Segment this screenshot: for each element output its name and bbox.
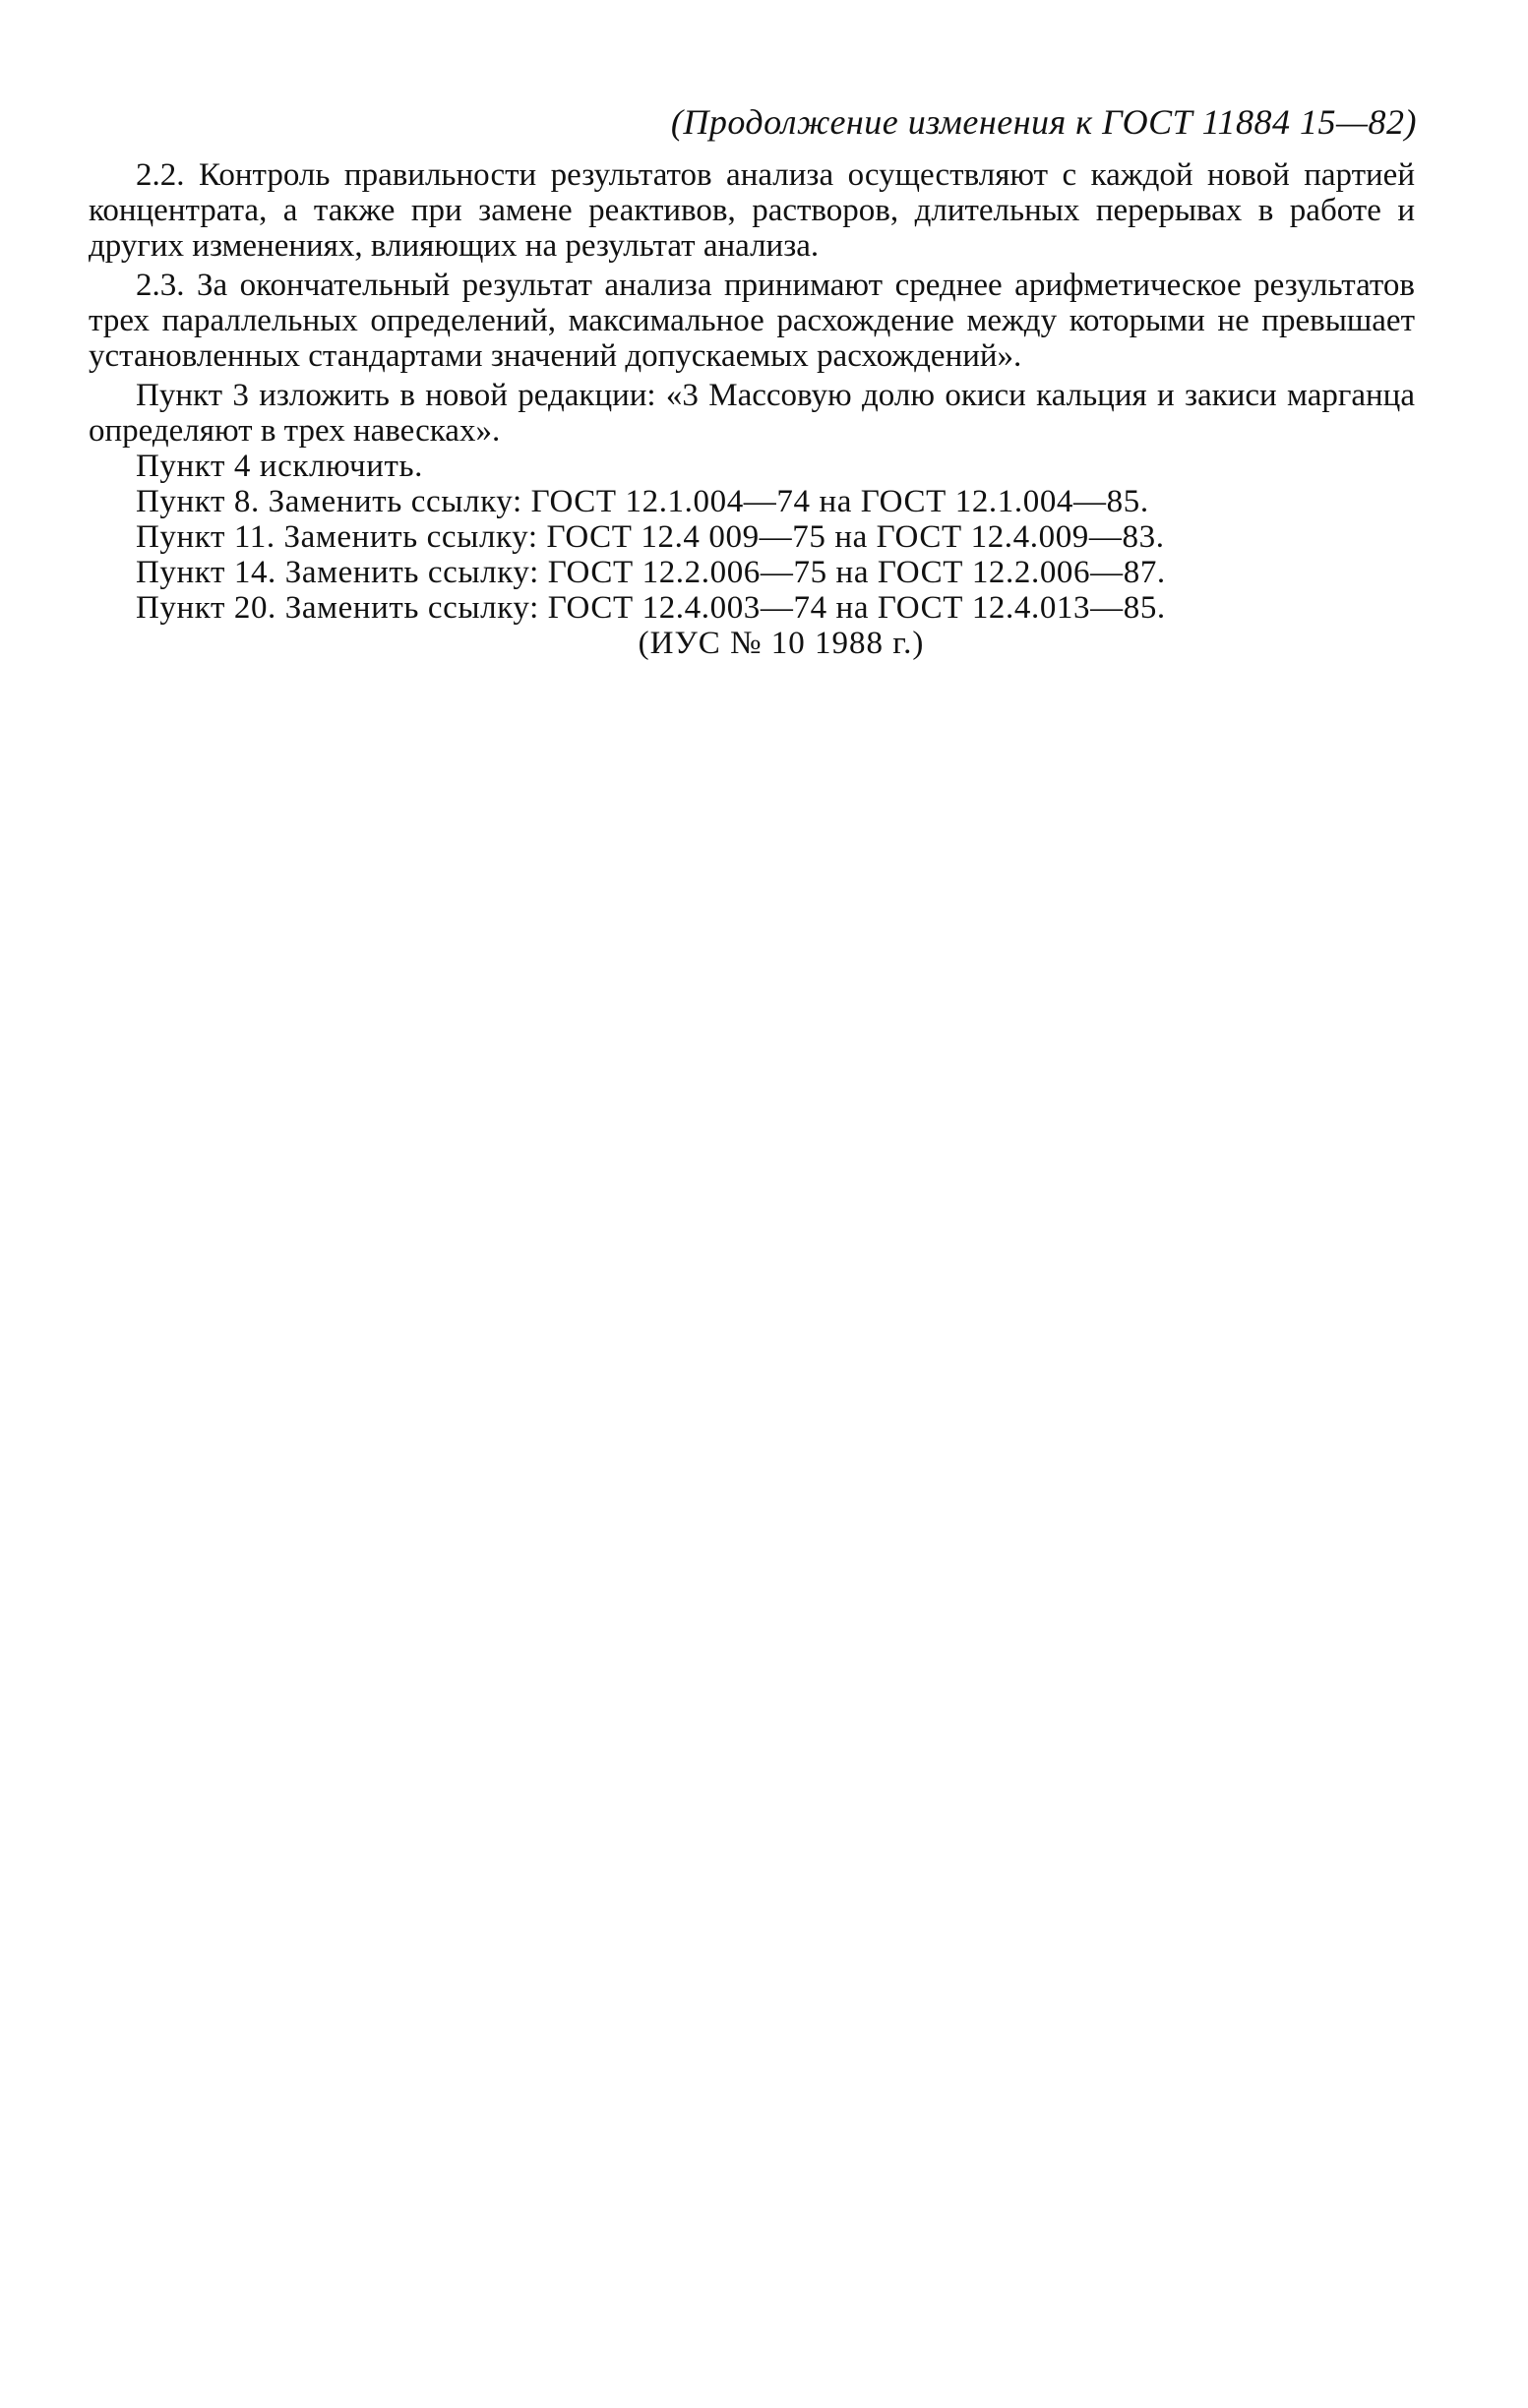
paragraph-2-3: 2.3. За окончательный результат анализа принимают среднее арифметическое результатов трех параллельных определений, максимальное расхождение между которыми не превышает установленных стандартами значений допускаемых расхождений».: [89, 268, 1415, 374]
item-4: Пункт 4 исключить.: [136, 449, 423, 484]
amendment-body: [89, 157, 1415, 661]
paragraph-2-2: 2.2. Контроль правильности результатов анализа осуществляют с каждой новой партией концентрата, а также при замене реактивов, растворов, длительных перерывах в работе и других изменениях, влияющих на результат анализа.: [89, 157, 1415, 264]
item-11: Пункт 11. Заменить ссылку: ГОСТ 12.4 009—75 на ГОСТ 12.4.009—83.: [136, 519, 1165, 555]
source-reference: (ИУС № 10 1988 г.): [638, 626, 925, 661]
continuation-header: (Продолжение изменения к ГОСТ 11884 15—82): [670, 102, 1417, 142]
item-14: Пункт 14. Заменить ссылку: ГОСТ 12.2.006—75 на ГОСТ 12.2.006—87.: [136, 555, 1166, 590]
item-8: Пункт 8. Заменить ссылку: ГОСТ 12.1.004—74 на ГОСТ 12.1.004—85.: [136, 484, 1149, 519]
paragraph-item-3: Пункт 3 изложить в новой редакции: «3 Массовую долю окиси кальция и закиси марганца определяют в трех навесках».: [89, 378, 1415, 449]
item-20: Пункт 20. Заменить ссылку: ГОСТ 12.4.003—74 на ГОСТ 12.4.013—85.: [136, 590, 1166, 626]
